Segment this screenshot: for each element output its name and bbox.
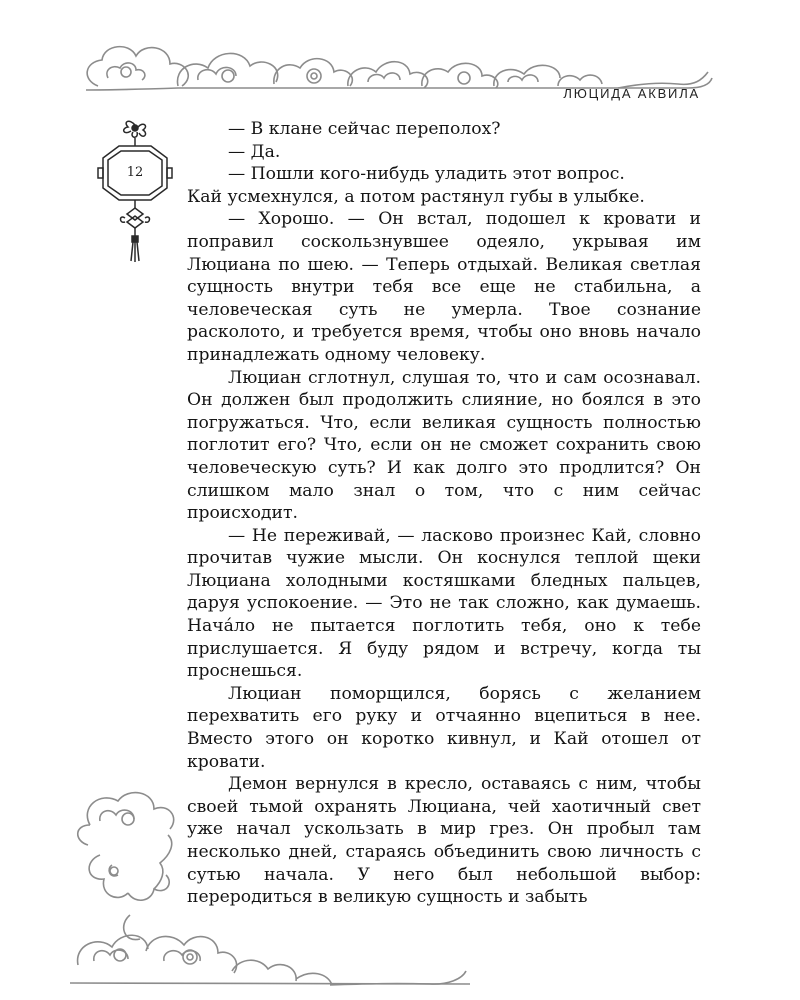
paragraph: — Пошли кого-нибудь уладить этот вопрос.	[228, 164, 625, 185]
paragraph: Люциан поморщился, борясь с желанием перехватить его руку и отчаянно вцепиться в нее. Вместо этого он коротко кивнул, и Кай отошел от кровати.	[187, 683, 701, 772]
paragraph: Демон вернулся в кресло, оставаясь с ним, чтобы своей тьмой охранять Люциана, чей хаотичный свет уже начал ускользать в мир грез. Он пробыл там несколько дней, стараясь объединить свою личность с сутью начала. У него был небольшой выбор: переродиться в великую сущность и забыть	[187, 774, 701, 908]
paragraph: — Хорошо. — Он встал, подошел к кровати и поправил соскользнувшее одеяло, укрывая им Люциана по шею. — Теперь отдыхай. Великая светлая сущность внутри тебя все еще не стабильна, а человеческая суть не умерла. Твое сознание расколото, и требуется время, чтобы оно вновь начало принадлежать одному человеку.	[187, 209, 701, 365]
paragraph: Кай усмехнулся, а потом растянул губы в улыбке.	[187, 186, 645, 207]
page-number: 12	[126, 165, 144, 180]
tassel-icon	[131, 236, 139, 262]
paragraph: Люциан сглотнул, слушая то, что и сам осознавал. Он должен был продолжить слияние, но боялся в это погружаться. Что, если великая сущность полностью поглотит его? Что, если он не сможет сохранить свою человеческую суть? И как долго это продлится? Он слишком мало знал о том, что с ним сейчас происходит.	[187, 367, 701, 524]
paragraph: — В клане сейчас переполох?	[228, 119, 501, 139]
page-number-ornament	[95, 118, 175, 263]
endless-knot-icon	[121, 208, 150, 228]
flower-knot-icon	[124, 121, 146, 137]
paragraph: — Да.	[228, 141, 281, 162]
running-title: ЛЮЦИДА АКВИЛА	[563, 86, 700, 101]
paragraph: — Не переживай, — ласково произнес Кай, словно прочитав чужие мысли. Он коснулся теплой щеки Люциана холодными костяшками бледных пальцев, даруя успокоение. — Это не так сложно, как думаешь. Нача́ло не пытается поглотить тебя, оно к тебе прислушается. Я буду рядом и встречу, когда ты проснешься.	[187, 525, 701, 682]
cloud-ornament-bottom	[70, 785, 470, 990]
